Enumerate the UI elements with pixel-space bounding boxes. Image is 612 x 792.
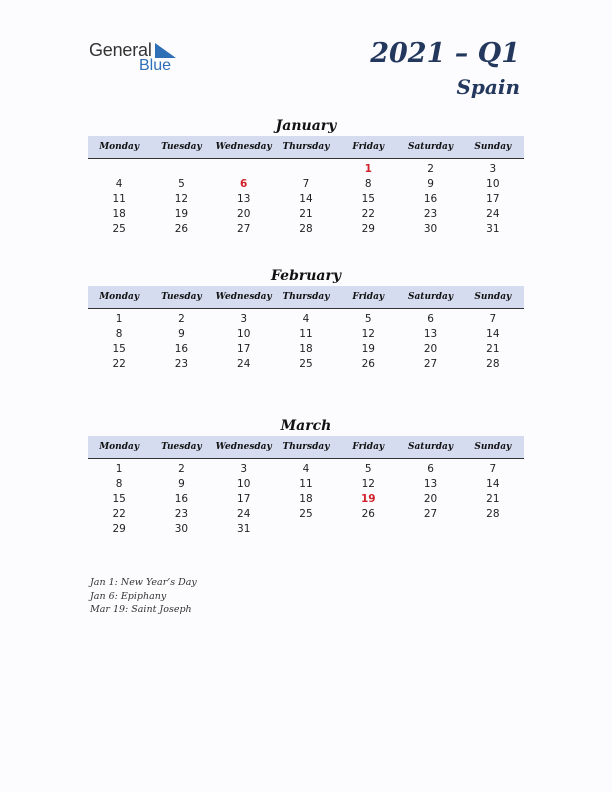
- date-cell: 26: [174, 222, 189, 235]
- weeks-grid: [88, 159, 524, 236]
- date-cell: 13: [423, 327, 438, 340]
- week-row: [88, 221, 524, 236]
- date-cell: 3: [489, 162, 497, 175]
- date-cell: 9: [427, 177, 434, 190]
- week-row: [88, 311, 524, 326]
- page-title: 2021 – Q1: [370, 38, 520, 69]
- date-cell: 28: [299, 222, 313, 235]
- date-cell: 19: [174, 207, 189, 220]
- date-cell: 18: [112, 207, 126, 220]
- week-row: [88, 491, 524, 506]
- week-row: [88, 161, 524, 176]
- date-cell: 5: [364, 312, 372, 325]
- date-cell: 5: [364, 462, 372, 475]
- date-cell: 4: [302, 312, 310, 325]
- weekday-header: Monday: [99, 442, 140, 452]
- date-cell: 25: [112, 222, 126, 235]
- date-cell: 16: [174, 342, 189, 355]
- weekday-header: Friday: [352, 442, 385, 452]
- weekday-header: Saturday: [407, 292, 454, 302]
- date-cell: 1: [115, 312, 123, 325]
- date-cell: 28: [486, 357, 500, 370]
- weeks-grid: [88, 309, 524, 371]
- weekday-header-row: [88, 136, 524, 159]
- month-january: [88, 116, 524, 236]
- weekday-header: Tuesday: [161, 142, 202, 152]
- date-cell: 3: [240, 312, 248, 325]
- weekday-header: Wednesday: [215, 142, 272, 152]
- date-cell: 20: [237, 207, 251, 220]
- month-name: January: [275, 118, 337, 134]
- date-cell: 26: [361, 357, 375, 370]
- date-cell: 12: [361, 477, 375, 490]
- date-cell: 16: [423, 192, 438, 205]
- date-cell: 27: [423, 357, 438, 370]
- date-cell: 22: [112, 357, 126, 370]
- month-name: February: [270, 268, 341, 284]
- date-cell: 10: [237, 327, 251, 340]
- month-name: March: [280, 418, 332, 434]
- date-cell: 4: [302, 462, 310, 475]
- date-cell: 2: [178, 312, 185, 325]
- weekday-header: Sunday: [474, 142, 512, 152]
- date-cell: 23: [423, 207, 438, 220]
- generalblue-logo: [89, 40, 189, 76]
- date-cell: 6: [427, 462, 434, 475]
- date-cell: 22: [112, 507, 126, 520]
- date-cell: 3: [240, 462, 248, 475]
- holiday-date-cell: 6: [240, 177, 248, 190]
- date-cell: 18: [299, 492, 313, 505]
- date-cell: 28: [486, 507, 500, 520]
- weekday-header: Sunday: [474, 442, 512, 452]
- date-cell: 11: [299, 477, 313, 490]
- date-cell: 12: [174, 192, 189, 205]
- date-cell: 13: [237, 192, 251, 205]
- date-cell: 9: [178, 327, 185, 340]
- date-cell: 29: [361, 222, 375, 235]
- date-cell: 8: [364, 177, 372, 190]
- month-march: [88, 416, 524, 536]
- weekday-header: Wednesday: [215, 292, 272, 302]
- logo-word-blue: Blue: [139, 57, 172, 74]
- date-cell: 30: [174, 522, 189, 535]
- weekday-header: Thursday: [282, 142, 330, 152]
- week-row: [88, 476, 524, 491]
- date-cell: 21: [486, 342, 500, 355]
- date-cell: 11: [112, 192, 126, 205]
- date-cell: 10: [237, 477, 251, 490]
- weekday-header: Monday: [99, 142, 140, 152]
- week-row: [88, 341, 524, 356]
- date-cell: 15: [112, 492, 126, 505]
- date-cell: 17: [237, 492, 251, 505]
- date-cell: 11: [299, 327, 313, 340]
- weekday-header: Tuesday: [161, 292, 202, 302]
- date-cell: 1: [115, 462, 123, 475]
- date-cell: 29: [112, 522, 126, 535]
- weekday-header-row: [88, 436, 524, 459]
- date-cell: 14: [486, 327, 500, 340]
- date-cell: 7: [489, 462, 497, 475]
- date-cell: 20: [423, 342, 438, 355]
- date-cell: 30: [423, 222, 438, 235]
- date-cell: 23: [174, 507, 189, 520]
- date-cell: 2: [178, 462, 185, 475]
- date-cell: 24: [486, 207, 500, 220]
- date-cell: 7: [302, 177, 310, 190]
- date-cell: 5: [178, 177, 185, 190]
- holiday-note: Jan 6: Epiphany: [90, 590, 167, 602]
- date-cell: 24: [237, 357, 251, 370]
- weeks-grid: [88, 459, 524, 536]
- week-row: [88, 506, 524, 521]
- date-cell: 25: [299, 357, 313, 370]
- date-cell: 25: [299, 507, 313, 520]
- weekday-header: Friday: [352, 142, 385, 152]
- holiday-notes: [90, 576, 197, 617]
- date-cell: 15: [112, 342, 126, 355]
- weekday-header: Tuesday: [161, 442, 202, 452]
- date-cell: 15: [361, 192, 375, 205]
- weekday-header: Wednesday: [215, 442, 272, 452]
- weekday-header: Friday: [352, 292, 385, 302]
- date-cell: 13: [423, 477, 438, 490]
- weekday-header: Sunday: [474, 292, 512, 302]
- date-cell: 8: [115, 477, 123, 490]
- week-row: [88, 521, 524, 536]
- week-row: [88, 191, 524, 206]
- date-cell: 10: [486, 177, 500, 190]
- date-cell: 21: [299, 207, 313, 220]
- month-february: [88, 266, 524, 371]
- weekday-header: Saturday: [407, 142, 454, 152]
- date-cell: 17: [237, 342, 251, 355]
- date-cell: 14: [486, 477, 500, 490]
- date-cell: 26: [361, 507, 375, 520]
- date-cell: 2: [427, 162, 434, 175]
- week-row: [88, 176, 524, 191]
- date-cell: 22: [361, 207, 375, 220]
- date-cell: 14: [299, 192, 313, 205]
- weekday-header-row: [88, 286, 524, 309]
- weekday-header: Saturday: [407, 442, 454, 452]
- date-cell: 27: [237, 222, 251, 235]
- date-cell: 18: [299, 342, 313, 355]
- holiday-date-cell: 19: [360, 492, 376, 505]
- date-cell: 19: [361, 342, 375, 355]
- date-cell: 6: [427, 312, 434, 325]
- date-cell: 12: [361, 327, 375, 340]
- country-name: Spain: [456, 75, 520, 99]
- week-row: [88, 326, 524, 341]
- date-cell: 8: [115, 327, 123, 340]
- date-cell: 4: [115, 177, 123, 190]
- week-row: [88, 356, 524, 371]
- date-cell: 17: [486, 192, 500, 205]
- date-cell: 23: [174, 357, 189, 370]
- date-cell: 31: [486, 222, 500, 235]
- weekday-header: Thursday: [282, 442, 330, 452]
- date-cell: 9: [178, 477, 185, 490]
- week-row: [88, 206, 524, 221]
- date-cell: 16: [174, 492, 189, 505]
- holiday-date-cell: 1: [364, 162, 372, 175]
- date-cell: 24: [237, 507, 251, 520]
- week-row: [88, 461, 524, 476]
- date-cell: 21: [486, 492, 500, 505]
- logo-word-general: General: [89, 40, 152, 60]
- date-cell: 7: [489, 312, 497, 325]
- date-cell: 20: [423, 492, 438, 505]
- holiday-note: Mar 19: Saint Joseph: [90, 604, 192, 615]
- holiday-note: Jan 1: New Year’s Day: [90, 577, 197, 588]
- weekday-header: Thursday: [282, 292, 330, 302]
- date-cell: 27: [423, 507, 438, 520]
- date-cell: 31: [237, 522, 251, 535]
- weekday-header: Monday: [99, 292, 140, 302]
